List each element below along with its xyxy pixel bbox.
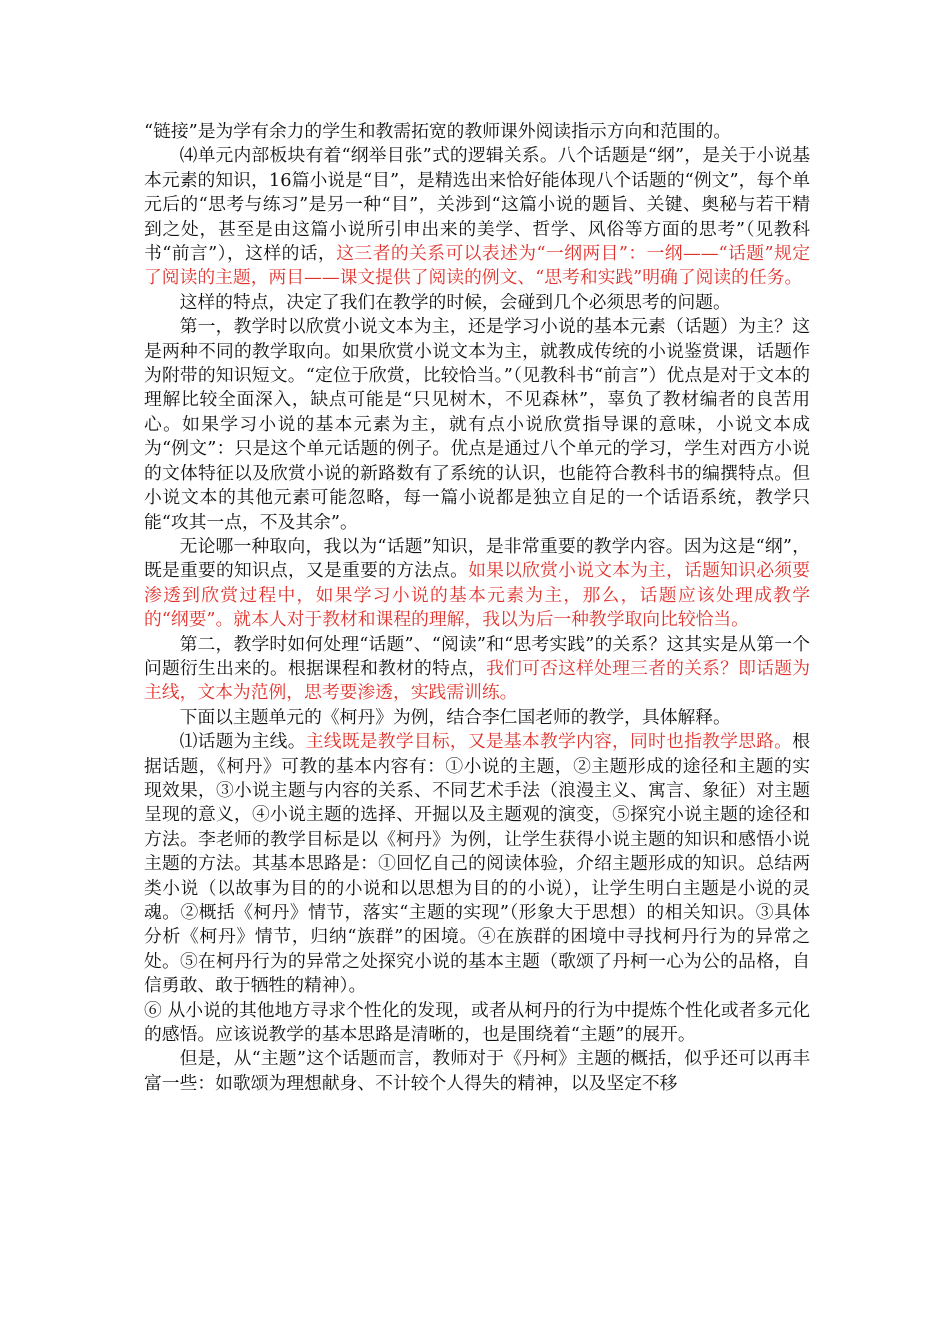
paragraph-topic-knowledge [144,535,810,633]
paragraph-theme-enrich [144,1047,810,1096]
paragraph-text: 根据话题，《柯丹》可教的基本内容有：①小说的主题，②主题形成的途径和主题的实现效果，③小说主题与内容的关系、不同艺术手法（浪漫主义、寓言、象征）对主题呈现的意义，④小说主题的选择、开掘以及主题观的演变，⑤探究小说主题的途径和方法。李老师的教学目标是以《柯丹》为例，让学生获得小说主题的知识和感悟小说主题的方法。其基本思路是：①回忆自己的阅读体验，介绍主题形成的知识。总结两类小说（以故事为目的的小说和以思想为目的的小说），让学生明白主题是小说的灵魂。②概括《柯丹》情节，落实“主题的实现”（形象大于思想）的相关知识。③具体分析《柯丹》情节，归纳“族群”的困境。④在族群的困境中寻找柯丹行为的异常之处。⑤在柯丹行为的异常之处探究小说的基本主题（歌颂了丹柯一心为公的品格，自信勇敢、敢于牺牲的精神）。 [144,731,810,997]
highlight-text: 我们可否这样处理三者的关系？即话题为主线，文本为范例，思考要渗透，实践需训练。 [144,657,810,704]
paragraph-text: “链接”是为学有余力的学生和教需拓宽的教师课外阅读指示方向和范围的。 [144,121,732,142]
paragraph-text: 第二，教学时如何处理“话题”、“阅读”和“思考实践”的关系？这其实是从第一个问题衍生出来的。根据课程和教材的特点， [144,633,810,679]
paragraph-first-question [144,315,810,535]
highlight-text: 这三者的关系可以表述为“一纲两目”：一纲——“话题”规定了阅读的主题，两目——课文提供了阅读的例文、“思考和实践”明确了阅读的任务。 [144,243,810,289]
paragraph-text: 这样的特点，决定了我们在教学的时候，会碰到几个必须思考的问题。 [179,291,731,313]
paragraph-second-question [144,633,810,706]
paragraph-unit-logic [144,144,810,290]
paragraph-text: 第一，教学时以欣赏小说文本为主，还是学习小说的基本元素（话题）为主？这是两种不同的教学取向。如果欣赏小说文本为主，就教成传统的小说鉴赏课，话题作为附带的知识短文。“定位于欣赏，比较恰当。”（见教科书“前言”）优点是对于文本的理解比较全面深入，缺点可能是“只见树木，不见森林”，辜负了教材编者的良苦用心。如果学习小说的基本元素为主，就有点小说欣赏指导课的意味，小说文本成为“例文”：只是这个单元话题的例子。优点是通过八个单元的学习，学生对西方小说的文体特征以及欣赏小说的新路数有了系统的认识，也能符合教科书的编撰特点。但小说文本的其他元素可能忽略，每一篇小说都是独立自足的一个话语系统，教学只能“攻其一点，不及其余”。 [144,316,810,533]
paragraph-text: ⑷单元内部板块有着“纲举目张”式的逻辑关系。八个话题是“纲”，是关于小说基本元素的知识，16篇小说是“目”，是精选出来恰好能体现八个话题的“例文”，每个单元后的“思考与练习”是另一种“目”，关涉到“这篇小说的题旨、关键、奥秘与若干精到之处，甚至是由这篇小说所引申出来的美学、哲学、风俗等方面的思考”（见教科书“前言”），这样的话， [144,145,810,265]
paragraph-example-intro [144,706,810,730]
paragraph-text: 但是，从“主题”这个话题而言，教师对于《丹柯》主题的概括，似乎还可以再丰富一些：如歌颂为理想献身、不计较个人得失的精神，以及坚定不移 [144,1048,810,1094]
paragraph-text: 无论哪一种取向，我以为“话题”知识，是非常重要的教学内容。因为这是“纲”，既是重要的知识点，又是重要的方法点。 [144,535,810,582]
paragraph-lead: ⑴话题为主线。 [179,731,306,753]
document-page [144,120,810,1096]
paragraph-links [144,120,810,144]
highlight-text: 主线既是教学目标，又是基本教学内容，同时也指教学思路。 [305,731,793,753]
paragraph-text: 下面以主题单元的《柯丹》为例，结合李仁国老师的教学，具体解释。 [179,706,731,728]
paragraph-questions-intro [144,291,810,315]
paragraph-text: ⑥ 从小说的其他地方寻求个性化的发现，或者从柯丹的行为中提炼个性化或者多元化的感悟。应该说教学的基本思路是清晰的，也是围绕着“主题”的展开。 [144,999,810,1046]
paragraph-topic-mainline [144,730,810,998]
highlight-text: 如果以欣赏小说文本为主，话题知识必须要渗透到欣赏过程中，如果学习小说的基本元素为主，那么，话题应该处理成教学的“纲要”。就本人对于教材和课程的理解，我以为后一种教学取向比较恰当。 [144,560,810,631]
paragraph-step-six [144,999,810,1048]
